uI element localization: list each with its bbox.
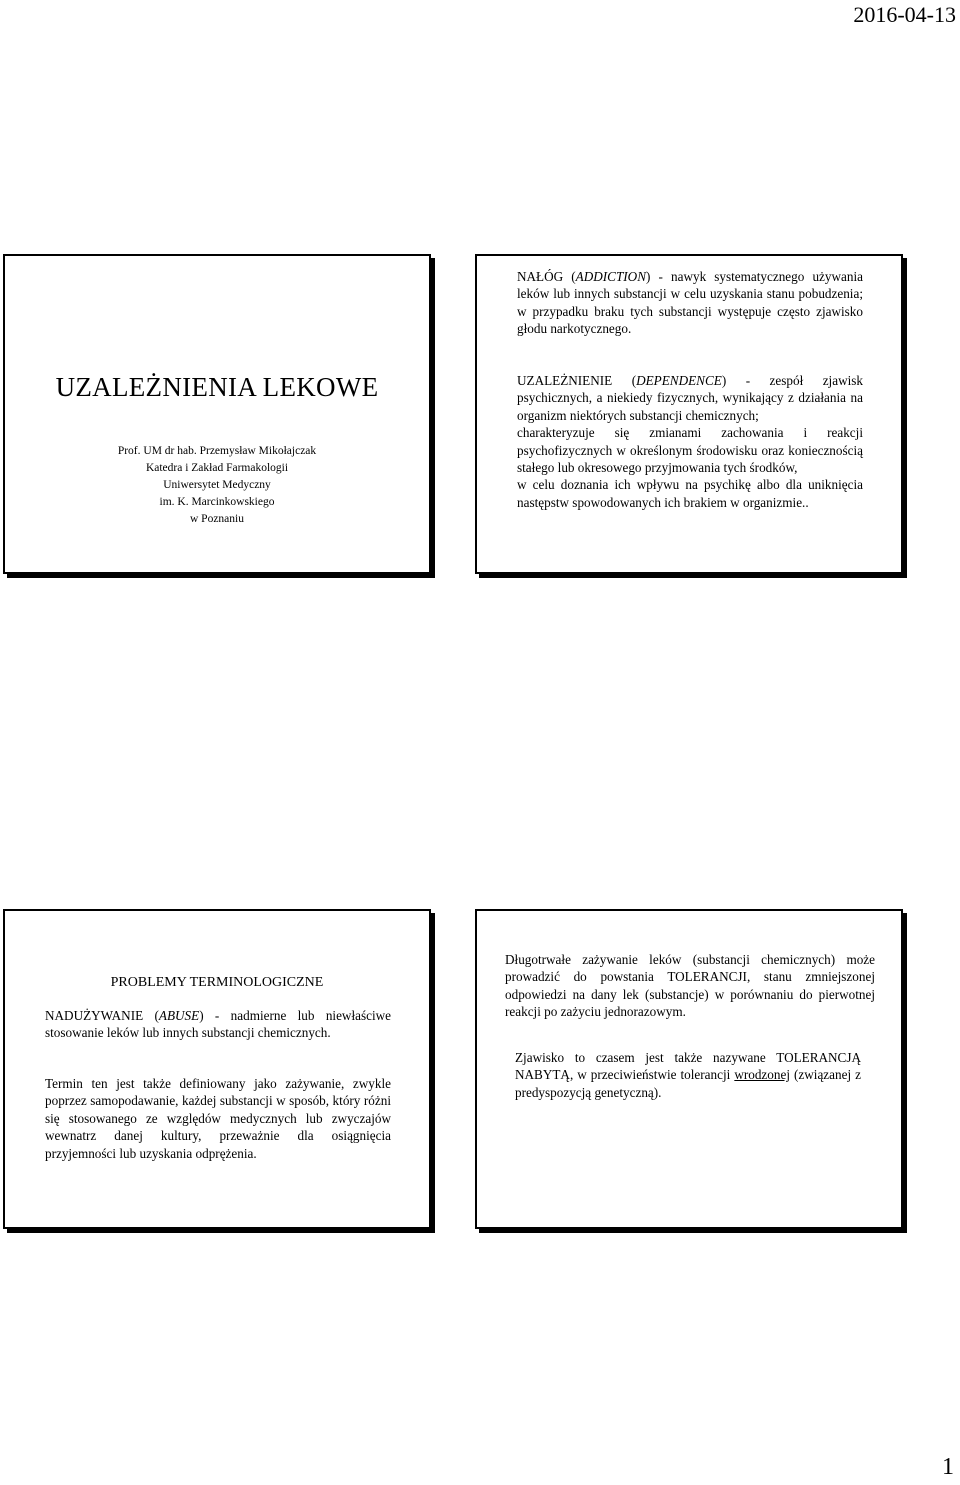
author-line: w Poznaniu bbox=[190, 513, 244, 525]
tolerance-definition bbox=[505, 951, 875, 1021]
dependence-characteristics: charakteryzuje się zmianami zachowania i reakcji psychofizycznych w określonym środowisku oraz koniecznością stałego lub okresowego przyjmowania tych środków, bbox=[517, 425, 863, 476]
author-block bbox=[5, 443, 429, 528]
abuse-term: NADUŻYWANIE bbox=[45, 1008, 144, 1023]
nalog-definition: NAŁÓG (ADDICTION) - nawyk systematycznego używania leków lub innych substancji w celu uzyskania stanu pobudzenia; w przypadku braku tych substancji występuje często zjawisko głodu narkotycznego. bbox=[517, 269, 863, 337]
nalog-text: - nawyk systematycznego używania leków lub innych substancji w celu uzyskania stanu pobudzenia; w przypadku braku tych substancji występuje często zjawisko głodu narkotycznego. bbox=[517, 269, 863, 337]
dependence-purpose: w celu doznania ich wpływu na psychikę albo dla uniknięcia następstw spowodowanych ich brakiem w organizmie.. bbox=[517, 477, 863, 510]
author-line: im. K. Marcinkowskiego bbox=[159, 496, 275, 508]
author-line: Uniwersytet Medyczny bbox=[163, 479, 271, 491]
author-line: Katedra i Zakład Farmakologii bbox=[145, 462, 289, 474]
dependence-definition: UZALEŻNIENIE (DEPENDENCE) - zespół zjawisk psychicznych, a niekiedy fizycznych, wynikający z działania na organizm niektórych substancji chemicznych; charakteryzuje się zmianami zachowania i reakcji psychofizycznych w określonym środowisku oraz koniecznością stałego lub okresowego przyjmowania tych środków, w celu doznania ich wpływu na psychikę albo dla uniknięcia następstw spowodowanych ich brakiem w organizmie.. bbox=[517, 373, 863, 510]
dependence-text: - zespół zjawisk psychicznych, a niekiedy fizycznych, wynikający z działania na organizm niektórych substancji chemicznych; bbox=[517, 373, 863, 423]
slide-title bbox=[3, 254, 431, 574]
dependence-term: UZALEŻNIENIE bbox=[517, 373, 613, 388]
abuse-english: ABUSE bbox=[158, 1008, 200, 1023]
terminology-heading: PROBLEMY TERMINOLOGICZNE bbox=[110, 975, 324, 990]
slide-definitions bbox=[475, 254, 903, 574]
nalog-term: NAŁÓG bbox=[517, 269, 564, 284]
acquired-tolerance-end: (związanej z predyspozycją genetyczną). bbox=[515, 1067, 861, 1100]
abuse-definition: NADUŻYWANIE (ABUSE) - nadmierne lub niewłaściwe stosowanie leków lub innych substancji chemicznych. bbox=[45, 1008, 391, 1041]
term-explanation-text: Termin ten jest także definiowany jako zażywanie, zwykle poprzez samopodawanie, każdej substancji w sposób, który różni się stosowanego ze względów medycznych lub zwyczajów wewnatrz danej kultury, przeważnie dla osiągnięcia przyjemności lub uzyskania odprężenia. bbox=[45, 1076, 391, 1161]
term-explanation bbox=[45, 1075, 391, 1162]
nalog-english: ADDICTION bbox=[575, 269, 646, 284]
acquired-tolerance-text: Zjawisko to czasem jest także nazywane TOLERANCJĄ NABYTĄ, w przeciwieństwie tolerancji bbox=[515, 1050, 861, 1083]
page-date: 2016-04-13 bbox=[853, 2, 956, 27]
slide-tolerance bbox=[475, 909, 903, 1229]
author-line: Prof. UM dr hab. Przemysław Mikołajczak bbox=[117, 445, 317, 457]
innate-underlined: wrodzonej bbox=[734, 1067, 790, 1083]
acquired-tolerance bbox=[515, 1049, 861, 1101]
slide-title-heading: UZALEŻNIENIA LEKOWE bbox=[55, 372, 379, 402]
slide-terminology bbox=[3, 909, 431, 1229]
page-number: 1 bbox=[942, 1454, 954, 1480]
abuse-text: - nadmierne lub niewłaściwe stosowanie leków lub innych substancji chemicznych. bbox=[45, 1008, 391, 1041]
dependence-english: DEPENDENCE bbox=[636, 373, 722, 388]
tolerance-text: Długotrwałe zażywanie leków (substancji chemicznych) może prowadzić do powstania TOLERANCJI, stanu zmniejszonej odpowiedzi na dany lek (substancje) w porównaniu do pierwotnej reakcji po zażyciu jednorazowym. bbox=[505, 952, 875, 1020]
